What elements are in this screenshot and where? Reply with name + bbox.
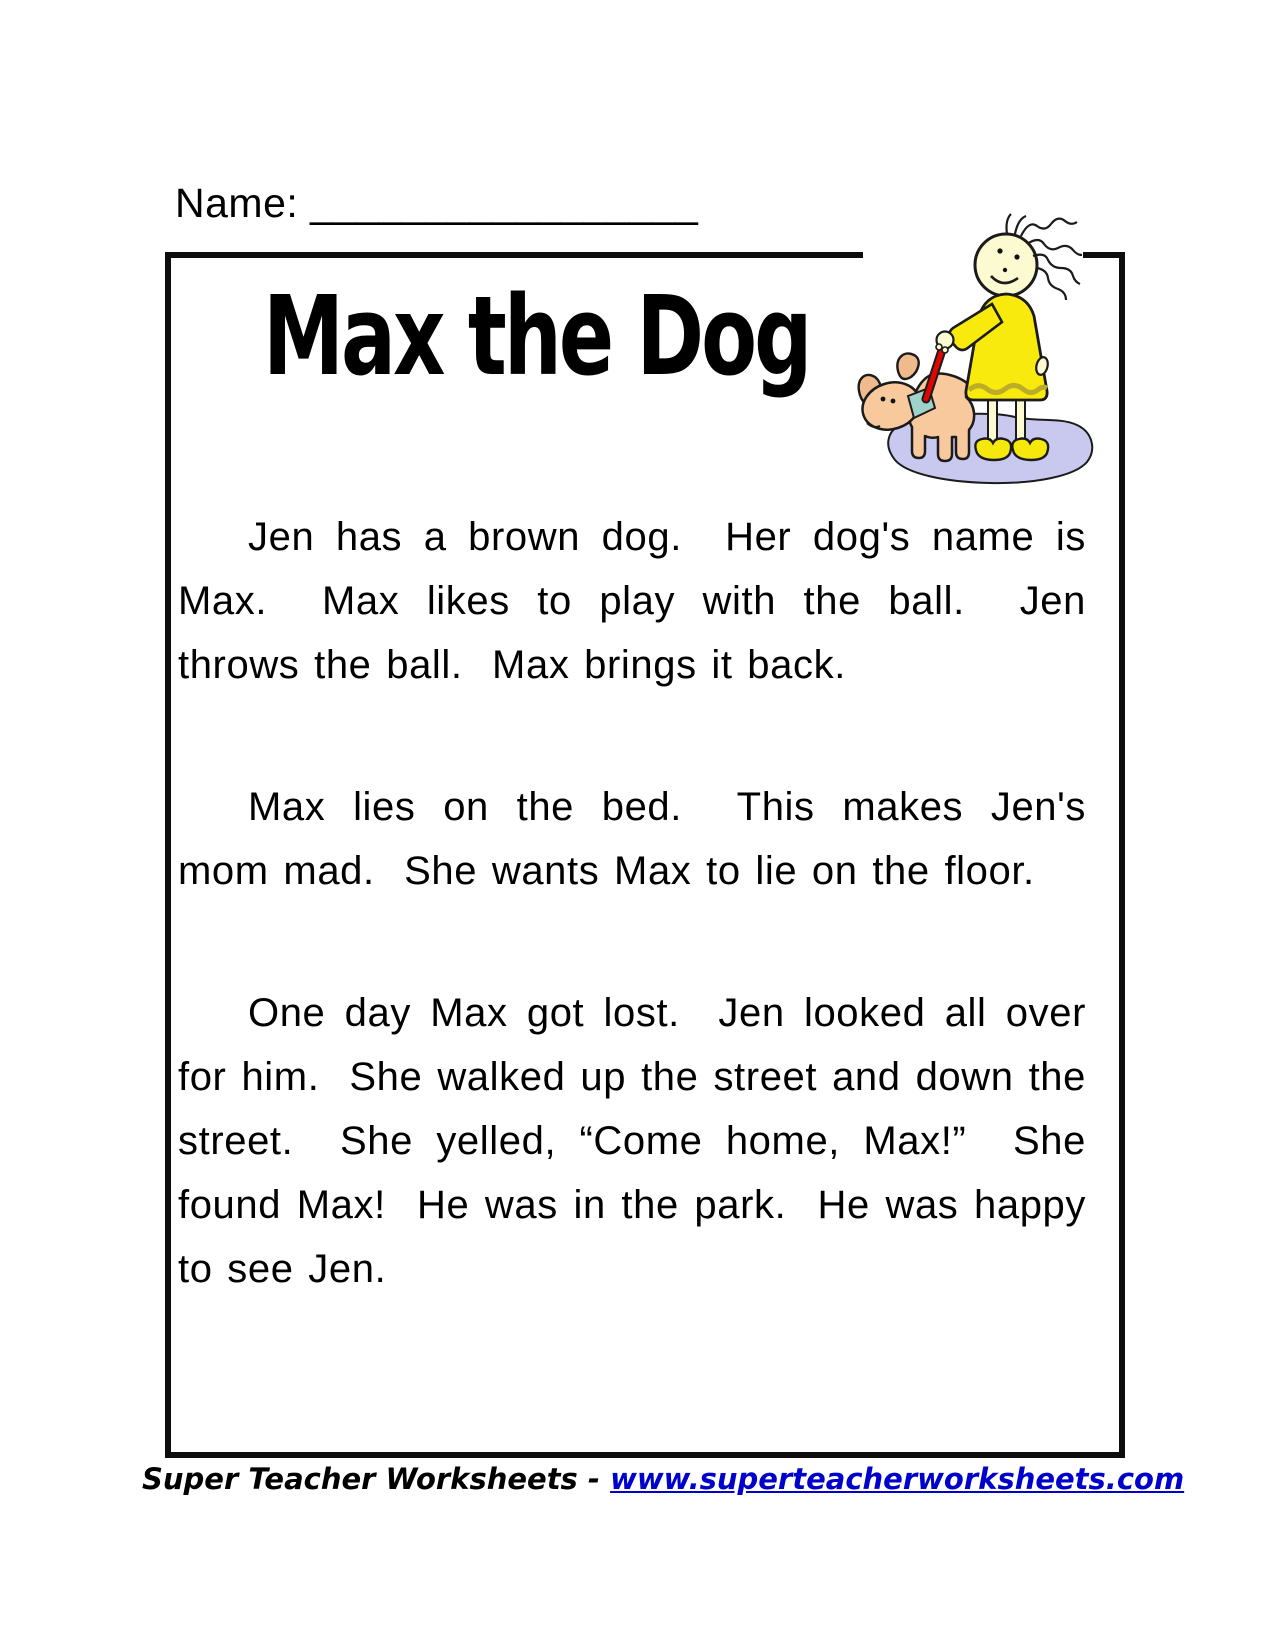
footer-brand-text: Super Teacher Worksheets - [142,1462,611,1496]
girl-walking-dog-illustration [795,170,1125,490]
girl-hand-left-finger1 [936,344,942,350]
story-paragraph-1: Jen has a brown dog. Her dog's name is Max. Max likes to play with the ball. Jen throws the ball. Max brings it back. [178,515,1101,687]
girl-leg-left [988,395,997,444]
girl-hand-left-finger2 [942,347,948,353]
footer [142,1462,1185,1496]
girl-nose-dot [1003,268,1007,272]
worksheet-title: Max the Dog [263,272,810,400]
girl-shoe-left [975,439,1011,461]
story-paragraph-3: One day Max got lost. Jen looked all over for him. She walked up the street and down the street. She yelled, “Come home, Max!” She found Max! He was in the park. He was happy to see Jen. [178,991,1101,1291]
name-row [175,180,698,227]
story-paragraph-2: Max lies on the bed. This makes Jen's mom mad. She wants Max to lie on the floor. [178,785,1101,893]
dog-eye-left [881,397,886,402]
name-label: Name: [175,180,299,226]
girl-shoe-right [1012,439,1048,461]
girl-eye-right [1014,254,1019,259]
footer-link[interactable]: www.superteacherworksheets.com [610,1462,1185,1496]
girl-leg-right [1016,395,1025,444]
story-text [178,505,1101,1301]
girl-eye-left [997,248,1002,253]
dog-eye-right [891,399,896,404]
name-blank-line[interactable]: _________________ [310,180,698,226]
